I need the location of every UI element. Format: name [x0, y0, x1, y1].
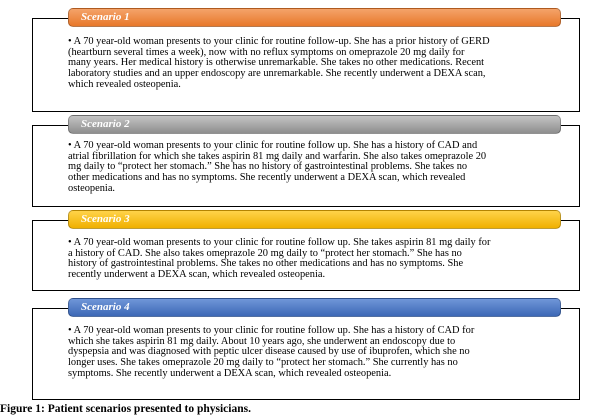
scenario-1-box [32, 18, 580, 112]
scenario-3-panel [32, 210, 582, 291]
scenario-2-text: • A 70 year-old woman presents to your clinic for routine follow up. She has a history of CAD and atrial fibrillation for which she takes aspirin 81 mg daily and warfarin. She also takes omeprazole 20 mg daily to “protect her stomach.” She has no history of gastrointestinal problems. She takes no other medications and has no symptoms. She recently underwent a DEXA scan, which revealed osteopenia. [68, 140, 487, 194]
scenario-1-header [68, 8, 561, 27]
scenario-1-title: Scenario 1 [81, 11, 130, 23]
scenario-4-title: Scenario 4 [81, 301, 130, 313]
scenario-1-panel [32, 8, 582, 112]
scenario-4-text: • A 70 year-old woman presents to your clinic for routine follow up. She has a history of CAD for which she takes aspirin 81 mg daily. About 10 years ago, she underwent an endoscopy due to dyspepsia and was diagnosed with peptic ulcer disease caused by use of ibuprofen, which she no longer uses. She takes omeprazole 20 mg daily to “protect her stomach.” She currently has no symptoms. She recently underwent a DEXA scan, which revealed osteopenia. [68, 325, 475, 379]
scenario-3-box [32, 220, 580, 291]
scenario-3-title: Scenario 3 [81, 213, 130, 225]
scenario-2-header [68, 115, 561, 134]
scenario-2-box [32, 125, 580, 207]
scenario-3-header [68, 210, 561, 229]
scenario-2-title: Scenario 2 [81, 118, 130, 130]
scenario-4-panel [32, 298, 582, 400]
scenario-1-text: • A 70 year-old woman presents to your clinic for routine follow-up. She has a prior history of GERD (heartburn several times a week), now with no reflux symptoms on omeprazole 20 mg daily for many years. Her medical history is otherwise unremarkable. She takes no other medications. Recent laboratory studies and an upper endoscopy are unremarkable. She recently underwent a DEXA scan, which revealed osteopenia. [68, 36, 490, 90]
scenario-4-header [68, 298, 561, 317]
scenario-2-panel [32, 115, 582, 207]
figure-caption: Figure 1: Patient scenarios presented to physicians. [0, 403, 251, 415]
scenario-4-box [32, 308, 580, 400]
scenario-3-text: • A 70 year-old woman presents to your clinic for routine follow up. She takes aspirin 81 mg daily for a history of CAD. She also takes omeprazole 20 mg daily to “protect her stomach.” She has no history of gastrointestinal problems. She takes no other medications and has no symptoms. She recently underwent a DEXA scan, which revealed osteopenia. [68, 237, 491, 281]
